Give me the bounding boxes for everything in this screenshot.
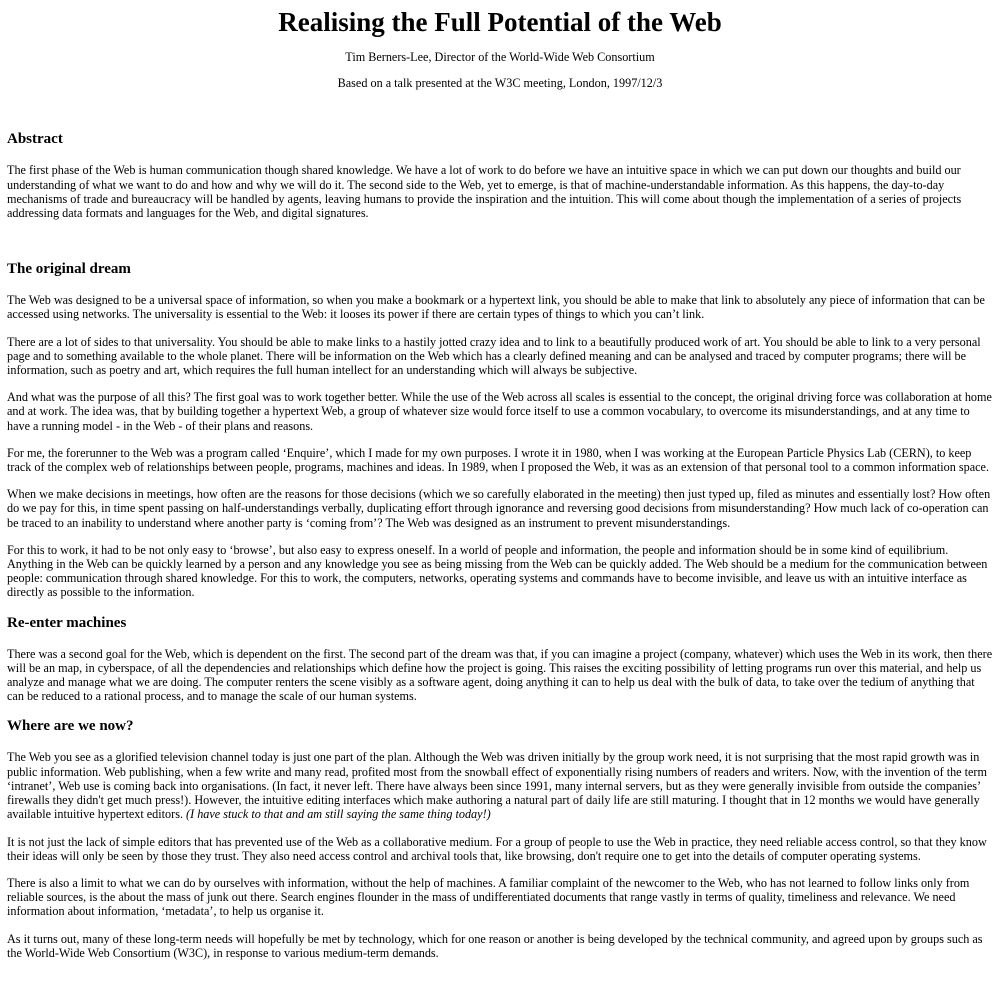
paragraph-text: The Web you see as a glorified television channel today is just one part of the plan. Although the Web was driven initially by the group work need, it is not surprising that the most rapid growth was in public information. Web publishing, when a few write and many read, profited most from the snowball effect of exponentially rising numbers of readers and writers. Now, with the invention of the term ‘intranet’, Web use is coming back into organisations. (In fact, it never left. There have always been since 1991, many internal servers, but as they were generally invisible from outside the companies’ firewalls they didn't get much press!). However, the intuitive editing interfaces which make authoring a natural part of daily life are still maturing. I thought that in 12 months we would have generally available intuitive hypertext editors. <box>7 750 987 822</box>
section-heading-abstract: Abstract <box>7 131 63 148</box>
paragraph-with-note <box>7 750 993 821</box>
section-heading-re-enter-machines: Re-enter machines <box>7 614 127 631</box>
author-line: Tim Berners-Lee, Director of the World-Wide Web Consortium <box>345 50 655 64</box>
paragraph: As it turns out, many of these long-term needs will hopefully be met by technology, which for one reason or another is being developed by the technical community, and agreed upon by groups such as the World-Wide Web Consortium (W3C), in response to various medium-term demands. <box>7 931 983 960</box>
page-title: Realising the Full Potential of the Web <box>278 7 722 37</box>
talk-line: Based on a talk presented at the W3C meeting, London, 1997/12/3 <box>337 76 663 91</box>
paragraph: There are a lot of sides to that universality. You should be able to make links to a hastily jotted crazy idea and to link to a beautifully produced work of art. You should be able to link to a very personal page and to something available to the whole planet. There will be information on the Web which has a clearly defined meaning and can be analysed and traced by computer programs; there will be information, such as poetry and art, which requires the full human intellect for an understanding which will always be subjective. <box>7 334 981 378</box>
section-heading-where-are-we-now: Where are we now? <box>7 718 134 735</box>
paragraph: The Web was designed to be a universal space of information, so when you make a bookmark or a hypertext link, you should be able to make that link to absolutely any piece of information that can be accessed using networks. The universality is essential to the Web: it looses its power if there are certain types of things to which you can’t link. <box>7 293 985 322</box>
abstract-paragraph: The first phase of the Web is human communication though shared knowledge. We have a lot of work to do before we have an intuitive space in which we can put down our thoughts and build our understanding of what we want to do and how and why we will do it. The second side to the Web, yet to emerge, is that of machine-understandable information. As this happens, the day-to-day mechanisms of trade and bureaucracy will be handled by agents, leaving humans to provide the inspiration and the intuition. This will come about though the implementation of a series of projects addressing data formats and languages for the Web, and digital signatures. <box>7 163 962 221</box>
paragraph: There was a second goal for the Web, which is dependent on the first. The second part of the dream was that, if you can imagine a project (company, whatever) which uses the Web in its work, then there will be an map, in cyberspace, of all the dependencies and relationships which define how the project is going. This raises the exciting possibility of letting programs run over this material, and help us analyze and manage what we are doing. The computer renters the scene visibly as a software agent, doing anything it can to help us deal with the bulk of data, to take over the tedium of anything that can be reduced to a rational process, and to manage the scale of our human systems. <box>7 646 993 704</box>
paragraph: For me, the forerunner to the Web was a program called ‘Enquire’, which I made for my own purposes. I wrote it in 1980, when I was working at the European Particle Physics Lab (CERN), to keep track of the complex web of relationships between people, programs, machines and ideas. In 1989, when I proposed the Web, it was as an extension of that personal tool to a common information space. <box>7 445 989 475</box>
paragraph: There is also a limit to what we can do by ourselves with information, without the help of machines. A familiar complaint of the newcomer to the Web, who has not learned to follow links only from reliable sources, is the about the mass of junk out there. Search engines flounder in the mass of undifferentiated documents that range vastly in terms of quality, timeliness and relevance. We need information about information, ‘metadata’, to help us organise it. <box>7 875 970 919</box>
paragraph: When we make decisions in meetings, how often are the reasons for those decisions (which we so carefully elaborated in the meeting) then just typed up, filed as minutes and essentially lost? How often do we pay for this, in time spent passing on half-understandings verbally, duplicating effort through ignorance and reversing good decisions from misunderstanding? How much lack of co-operation can be traced to an inability to understand where another party is ‘coming from’? The Web was designed as an instrument to prevent misunderstandings. <box>7 487 991 530</box>
paragraph: For this to work, it had to be not only easy to ‘browse’, but also easy to express oneself. In a world of people and information, the people and information should be in some kind of equilibrium. Anything in the Web can be quickly learned by a person and any knowledge you see as being missing from the Web can be quickly added. The Web should be a medium for the communication between people: communication through shared knowledge. For this to work, the computers, networks, operating systems and commands have to become invisible, and leave us with an intuitive interface as directly as possible to the information. <box>7 542 988 600</box>
document-page <box>0 6 1000 960</box>
section-heading-original-dream: The original dream <box>7 261 131 278</box>
italic-note: (I have stuck to that and am still saying the same thing today!) <box>186 807 491 822</box>
paragraph: It is not just the lack of simple editors that has prevented use of the Web as a collaborative medium. For a group of people to use the Web in practice, they need reliable access control, so that they know their ideas will only be seen by those they trust. They also need access control and archival tools that, like browsing, don't require one to get into the details of computer operating systems. <box>7 834 987 863</box>
paragraph: And what was the purpose of all this? The first goal was to work together better. While the use of the Web across all scales is essential to the concept, the original driving force was collaboration at home and at work. The idea was, that by building together a hypertext Web, a group of whatever size would force itself to use a common vocabulary, to overcome its misunderstandings, and at any time to have a running model - in the Web - of their plans and reasons. <box>7 390 992 433</box>
